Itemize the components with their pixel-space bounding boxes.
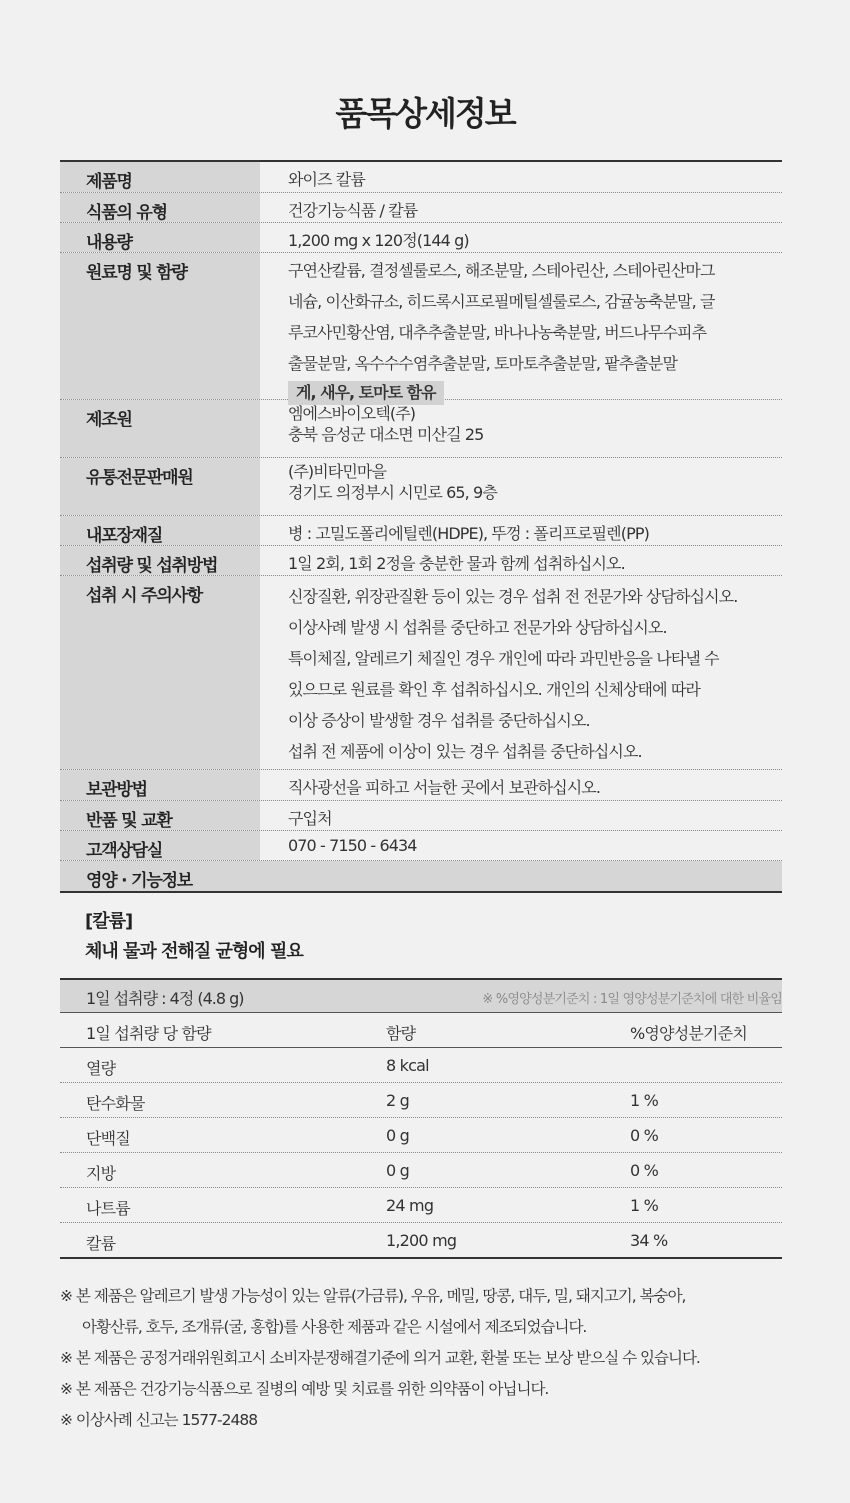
caution-line: 이상 증상이 발생할 경우 섭취를 중단하십시오. <box>288 711 590 730</box>
nutrition-table <box>60 978 782 1259</box>
info-row-product-name <box>60 162 782 193</box>
info-label: 원료명 및 함량 <box>60 253 260 399</box>
info-label: 제품명 <box>60 162 260 192</box>
table-row <box>60 1083 782 1118</box>
caution-line: 특이체질, 알레르기 체질인 경우 개인에 따라 과민반응을 나타낼 수 <box>288 649 719 668</box>
info-row-customer-service <box>60 831 782 861</box>
footnote: ※ 본 제품은 건강기능식품으로 질병의 예방 및 치료를 위한 의약품이 아닙니다. <box>60 1380 549 1398</box>
info-label: 식품의 유형 <box>60 193 260 222</box>
info-label: 섭취량 및 섭취방법 <box>60 546 260 575</box>
caution-line: 섭취 전 제품에 이상이 있는 경우 섭취를 중단하십시오. <box>288 742 642 761</box>
page-title: 품목상세정보 <box>335 94 515 133</box>
info-label: 내용량 <box>60 223 260 252</box>
info-value: 병 : 고밀도폴리에틸렌(HDPE), 뚜껑 : 폴리프로필렌(PP) <box>288 524 649 543</box>
info-value: 건강기능식품 / 칼륨 <box>288 201 418 220</box>
info-value <box>260 400 782 457</box>
info-row-caution <box>60 576 782 770</box>
footnote: ※ 본 제품은 공정거래위원회고시 소비자분쟁해결기준에 의거 교환, 환불 또는 보상 받으실 수 있습니다. <box>60 1349 700 1367</box>
ingredient-line: 구연산칼륨, 결정셀룰로스, 해조분말, 스테아린산, 스테아린산마그 <box>288 261 715 280</box>
table-row <box>60 1223 782 1259</box>
info-row-storage <box>60 770 782 801</box>
info-value <box>260 576 782 769</box>
nutrient-name: 나트륨 <box>86 1199 130 1218</box>
column-header: %영양성분기준치 <box>630 1024 747 1043</box>
nutrient-amount: 2 g <box>386 1091 410 1110</box>
nutrient-percent: 1 % <box>630 1091 659 1110</box>
info-row-distributor <box>60 458 782 516</box>
info-row-manufacturer <box>60 400 782 458</box>
manufacturer-name: 엠에스바이오텍(주) <box>288 404 416 423</box>
info-label: 고객상담실 <box>60 831 260 860</box>
caution-line: 신장질환, 위장관질환 등이 있는 경우 섭취 전 전문가와 상담하십시오. <box>288 587 738 606</box>
distributor-name: (주)비타민마을 <box>288 462 387 481</box>
info-row-ingredients <box>60 253 782 400</box>
info-row-packaging <box>60 516 782 546</box>
allergen-badge: 게, 새우, 토마토 함유 <box>288 381 444 405</box>
table-row <box>60 1188 782 1223</box>
info-label: 내포장재질 <box>60 516 260 545</box>
table-row <box>60 1153 782 1188</box>
nutrition-column-headers <box>60 1013 782 1048</box>
nutrient-percent: 0 % <box>630 1161 659 1180</box>
section-header: 영양 · 기능정보 <box>60 861 782 891</box>
nutrient-amount: 1,200 mg <box>386 1231 457 1250</box>
info-value: 1,200 mg x 120정(144 g) <box>288 231 469 250</box>
info-value: 직사광선을 피하고 서늘한 곳에서 보관하십시오. <box>288 778 601 797</box>
info-value: 구입처 <box>288 809 332 828</box>
info-label: 반품 및 교환 <box>60 801 260 830</box>
info-label: 보관방법 <box>60 770 260 800</box>
info-row-returns <box>60 801 782 831</box>
nutrient-name: 칼륨 <box>86 1234 116 1253</box>
info-row-content <box>60 223 782 253</box>
nutrient-amount: 24 mg <box>386 1196 434 1215</box>
nutrient-percent: 0 % <box>630 1126 659 1145</box>
nutrition-serving-header <box>60 980 782 1013</box>
nutrient-title: [칼륨] <box>85 911 133 932</box>
nutrient-percent: 34 % <box>630 1231 668 1250</box>
footnote: ※ 이상사례 신고는 1577-2488 <box>60 1411 258 1429</box>
serving-size: 1일 섭취량 : 4정 (4.8 g) <box>86 989 244 1008</box>
distributor-address: 경기도 의정부시 시민로 65, 9층 <box>288 483 497 502</box>
info-label: 섭취 시 주의사항 <box>60 576 260 769</box>
footnotes <box>60 1281 700 1436</box>
table-row <box>60 1048 782 1083</box>
info-row-nutrition-header <box>60 861 782 893</box>
nutrient-name: 지방 <box>86 1164 116 1183</box>
nutrient-amount: 8 kcal <box>386 1056 429 1075</box>
info-value: 와이즈 칼륨 <box>288 170 365 189</box>
footnote: ※ 본 제품은 알레르기 발생 가능성이 있는 알류(가금류), 우유, 메밀, 땅콩, 대두, 밀, 돼지고기, 복숭아, <box>60 1287 686 1305</box>
column-header: 함량 <box>386 1024 416 1043</box>
nutrient-name: 단백질 <box>86 1129 130 1148</box>
caution-line: 이상사례 발생 시 섭취를 중단하고 전문가와 상담하십시오. <box>288 618 667 637</box>
info-value: 1일 2회, 1회 2정을 충분한 물과 함께 섭취하십시오. <box>288 554 625 573</box>
info-value: 070 - 7150 - 6434 <box>288 836 417 855</box>
manufacturer-address: 충북 음성군 대소면 미산길 25 <box>288 425 484 444</box>
nutrient-percent: 1 % <box>630 1196 659 1215</box>
info-label: 제조원 <box>60 400 260 457</box>
product-info-table <box>60 160 782 893</box>
daily-value-note: ※ %영양성분기준치 : 1일 영양성분기준치에 대한 비율임 <box>482 992 782 1007</box>
nutrient-name: 탄수화물 <box>86 1094 145 1113</box>
nutrient-name: 열량 <box>86 1059 116 1078</box>
nutrient-amount: 0 g <box>386 1161 410 1180</box>
info-value <box>260 253 782 402</box>
footnote: 아황산류, 호두, 조개류(굴, 홍합)를 사용한 제품과 같은 시설에서 제조되었습니다. <box>82 1318 587 1336</box>
info-value <box>260 458 782 515</box>
ingredient-line: 출물분말, 옥수수수염추출분말, 토마토추출분말, 팥추출분말 <box>288 354 678 373</box>
info-row-intake <box>60 546 782 576</box>
info-row-food-type <box>60 193 782 223</box>
ingredient-line: 네슘, 이산화규소, 히드록시프로필메틸셀룰로스, 감귤농축분말, 글 <box>288 292 715 311</box>
nutrient-description: 체내 물과 전해질 균형에 필요 <box>85 941 303 962</box>
ingredient-line: 루코사민황산염, 대추추출분말, 바나나농축분말, 버드나무수피추 <box>288 323 707 342</box>
nutrient-amount: 0 g <box>386 1126 410 1145</box>
column-header: 1일 섭취량 당 함량 <box>86 1024 211 1043</box>
info-label: 유통전문판매원 <box>60 458 260 515</box>
table-row <box>60 1118 782 1153</box>
caution-line: 있으므로 원료를 확인 후 섭취하십시오. 개인의 신체상태에 따라 <box>288 680 700 699</box>
